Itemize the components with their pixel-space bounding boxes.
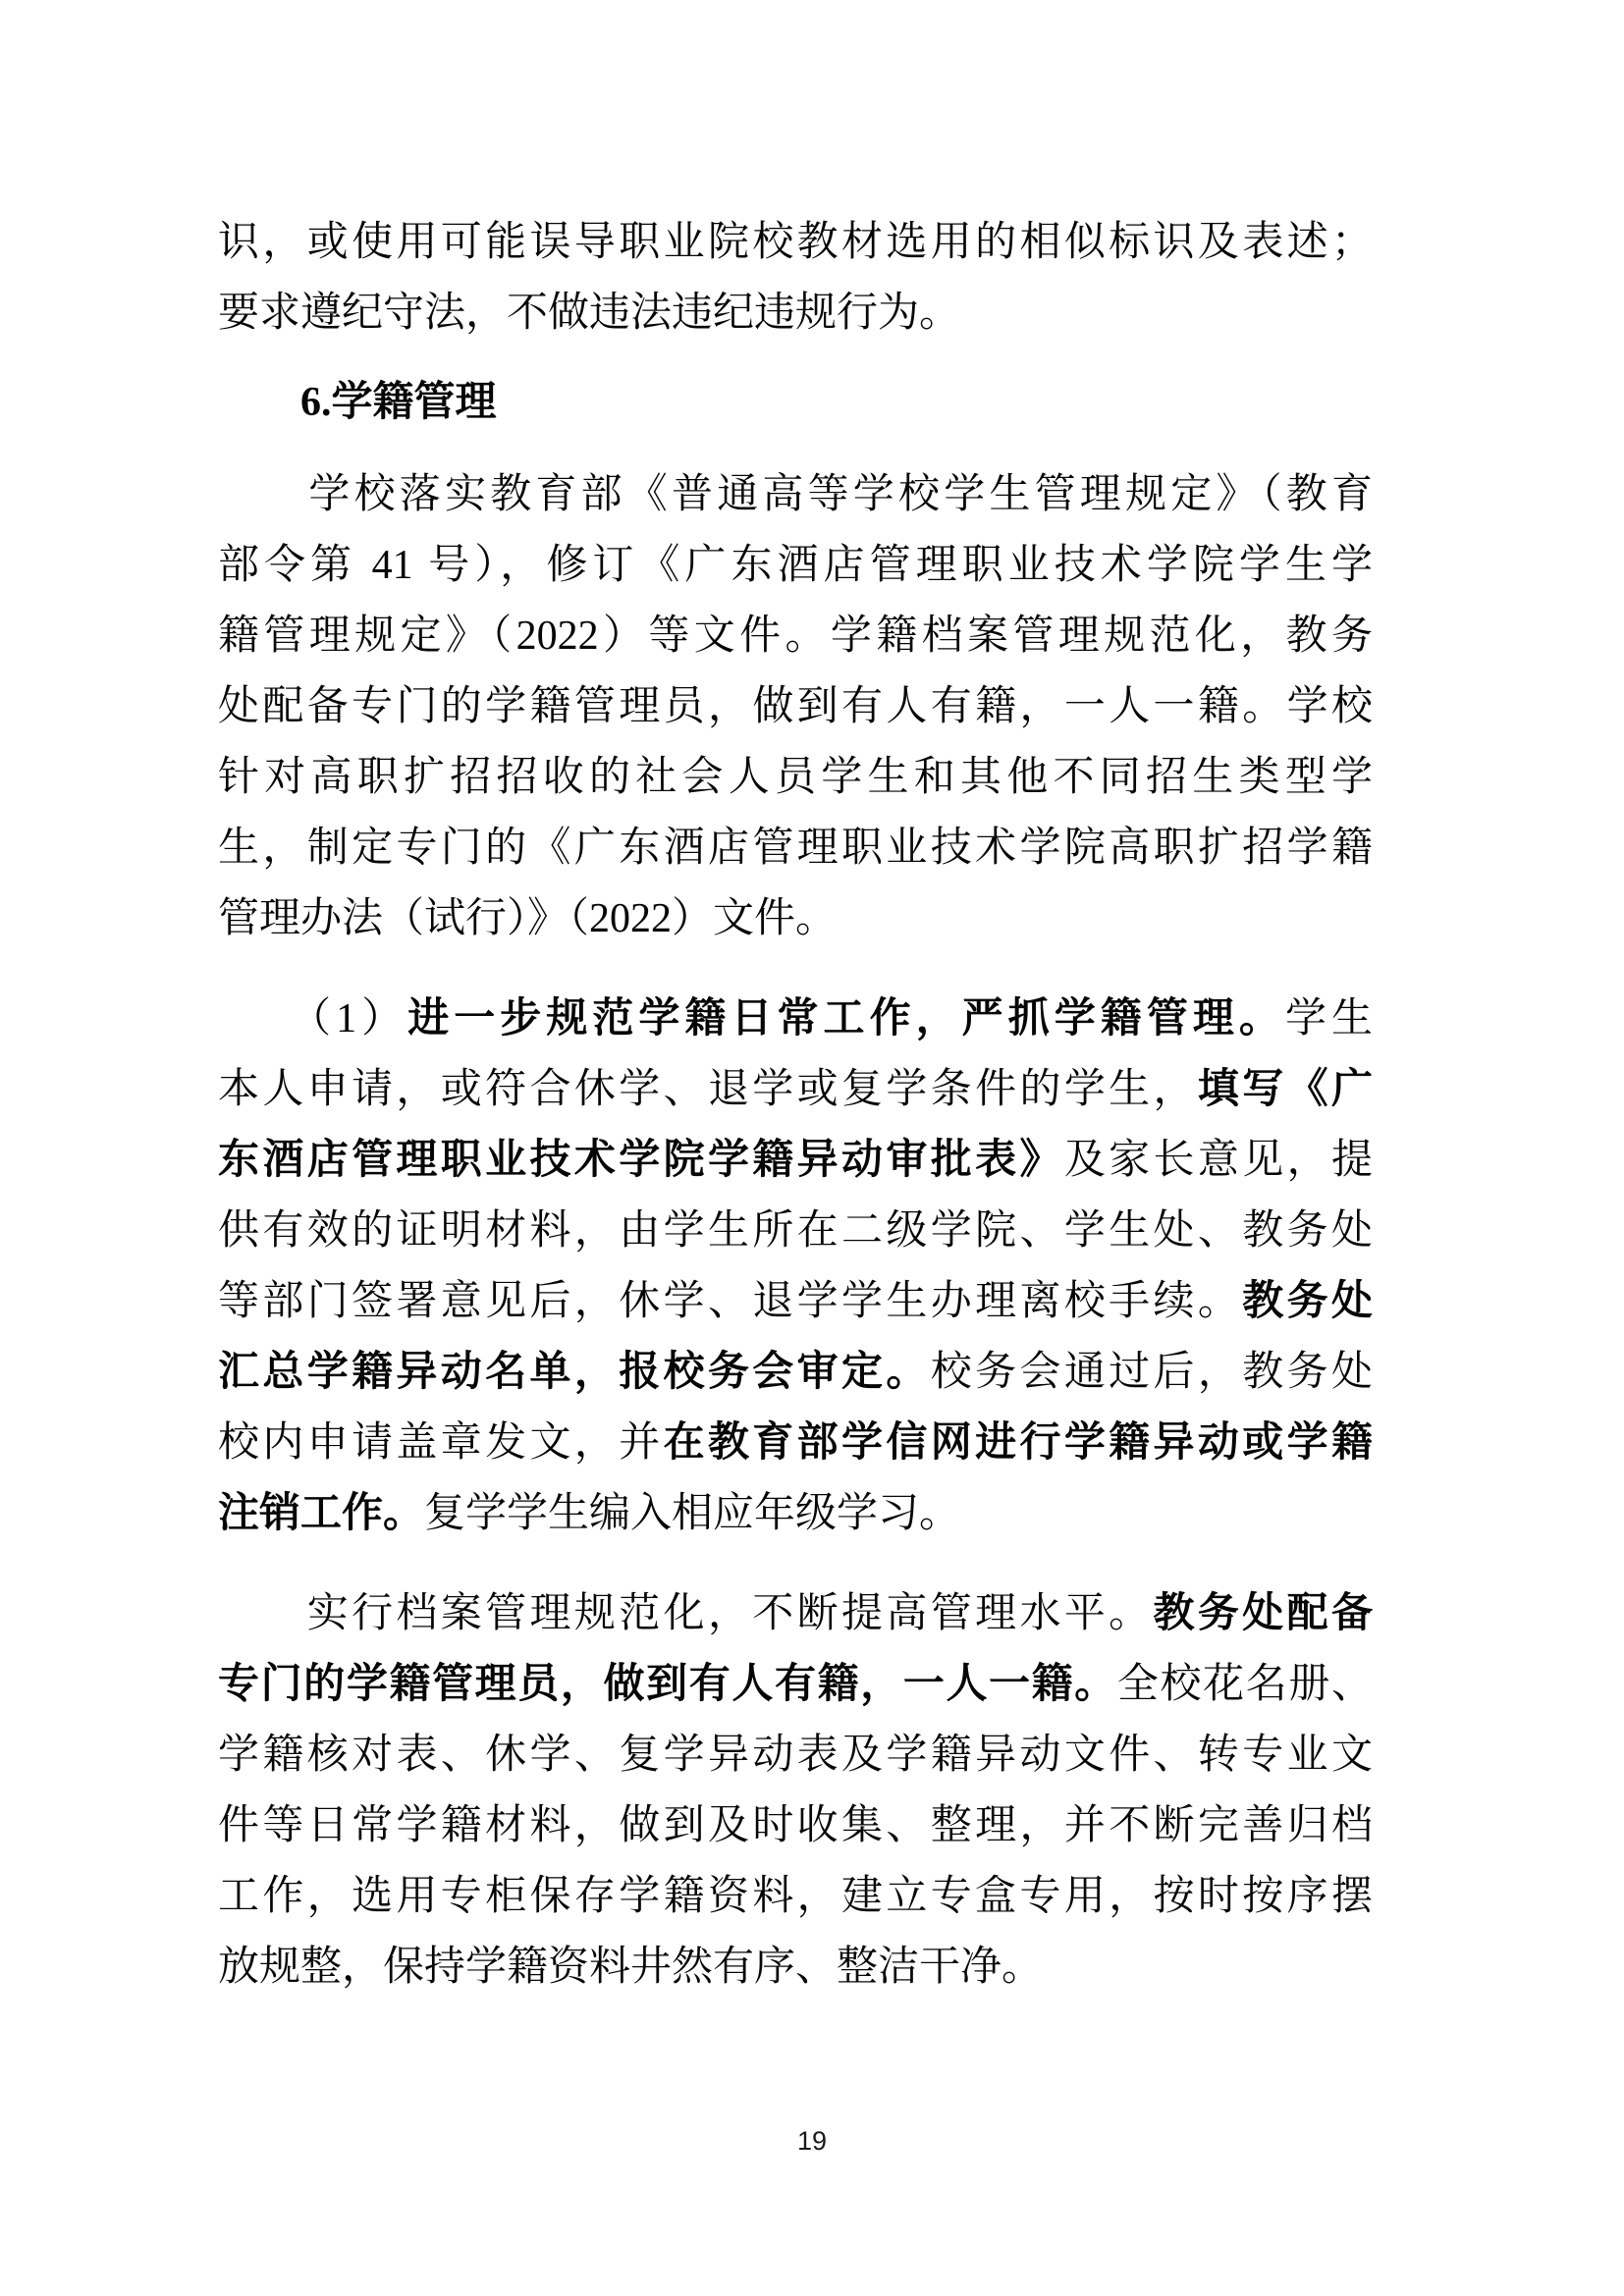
- text-segment: 东酒店管理职业技术学院学籍异动审批表》: [218, 1138, 1064, 1183]
- paragraph-overview: [218, 459, 1373, 954]
- text-line: [218, 1932, 1373, 2002]
- text-line: [218, 530, 1373, 601]
- text-segment: 处配备专门的学籍管理员，做到有人有籍，一人一籍。学校: [218, 684, 1373, 729]
- text-segment: 抓学籍管理。: [1007, 996, 1285, 1041]
- paragraph-archive: [218, 1578, 1373, 2002]
- text-line: [218, 1720, 1373, 1790]
- text-segment: 供有效的证明材料，由学生所在二级学院、学生处、教务处: [218, 1208, 1373, 1254]
- text-segment: 6.学籍管理: [218, 380, 497, 425]
- text-line: [218, 459, 1373, 530]
- paragraph-heading-6: [218, 367, 1373, 438]
- text-line: [218, 742, 1373, 813]
- text-segment: 学生: [1284, 996, 1373, 1041]
- text-line: [218, 1578, 1373, 1649]
- text-segment: （1）: [218, 996, 408, 1041]
- text-line: [218, 207, 1373, 278]
- text-line: [218, 984, 1373, 1054]
- text-segment: 部令第 41 号），修订《广东酒店管理职业技术学院学生学: [218, 543, 1373, 588]
- text-segment: 校内申请盖章发文，并: [218, 1420, 664, 1466]
- text-line: [218, 1266, 1373, 1337]
- text-segment: 本人申请，或符合休学、退学或复学条件的学生，: [218, 1067, 1198, 1112]
- text-line: [218, 671, 1373, 742]
- paragraph-item-1: [218, 984, 1373, 1549]
- paragraph-continuation: [218, 207, 1373, 348]
- text-segment: 教务处: [1242, 1279, 1373, 1324]
- text-segment: 识，或使用可能误导职业院校教材选用的相似标识及表述；: [218, 220, 1373, 265]
- text-segment: 工作，选用专柜保存学籍资料，建立专盒专用，按时按序摆: [218, 1874, 1373, 1919]
- text-segment: 生，制定专门的《广东酒店管理职业技术学院高职扩招学籍: [218, 826, 1373, 871]
- text-line: [218, 1337, 1373, 1408]
- text-line: [218, 813, 1373, 883]
- text-segment: 管理办法（试行）》（2022）文件。: [218, 896, 838, 941]
- text-segment: 复学学生编入相应年级学习。: [424, 1491, 961, 1536]
- text-line: [218, 1790, 1373, 1861]
- text-segment: 件等日常学籍材料，做到及时收集、整理，并不断完善归档: [218, 1803, 1373, 1848]
- text-segment: 学校落实教育部《普通高等学校学生管理规定》（教育: [218, 472, 1373, 517]
- text-segment: 籍管理规定》（2022）等文件。学籍档案管理规范化，教务: [218, 614, 1373, 659]
- text-line: [218, 1861, 1373, 1932]
- text-segment: 注销工作。: [218, 1491, 425, 1536]
- text-segment: 学籍核对表、休学、复学异动表及学籍异动文件、转专业文: [218, 1733, 1373, 1778]
- document-body: [218, 207, 1373, 2002]
- text-line: [218, 1054, 1373, 1125]
- text-segment: 等部门签署意见后，休学、退学学生办理离校手续。: [218, 1279, 1243, 1324]
- text-line: [218, 1478, 1373, 1549]
- text-segment: 实行档案管理规范化，不断提高管理水平。: [218, 1591, 1154, 1636]
- text-line: [218, 883, 1373, 954]
- text-line: [218, 1196, 1373, 1266]
- text-line: [218, 601, 1373, 671]
- text-segment: 填写《广: [1197, 1067, 1373, 1112]
- text-segment: 在教育部学信网进行学籍异动或学籍: [663, 1420, 1373, 1466]
- text-line: [218, 1125, 1373, 1196]
- text-segment: 全校花名册、: [1116, 1662, 1373, 1707]
- text-segment: 校务会通过后，教务处: [930, 1350, 1373, 1395]
- text-segment: 要求遵纪守法，不做违法违纪违规行为。: [218, 291, 961, 336]
- text-line: [218, 278, 1373, 348]
- page-number: 19: [796, 2126, 828, 2156]
- text-line: [218, 1649, 1373, 1720]
- text-line: [218, 367, 1373, 438]
- text-line: [218, 1408, 1373, 1478]
- text-segment: 进一步规范学籍日常工作，严: [407, 996, 1008, 1041]
- text-segment: 及家长意见，提: [1063, 1138, 1373, 1183]
- text-segment: 汇总学籍异动名单，报校务会审定。: [218, 1350, 931, 1395]
- text-segment: 专门的学籍管理员，做到有人有籍，一人一籍。: [218, 1662, 1117, 1707]
- text-segment: 教务处配备: [1153, 1591, 1373, 1636]
- text-segment: 针对高职扩招招收的社会人员学生和其他不同招生类型学: [218, 755, 1373, 800]
- text-segment: 放规整，保持学籍资料井然有序、整洁干净。: [218, 1945, 1044, 1990]
